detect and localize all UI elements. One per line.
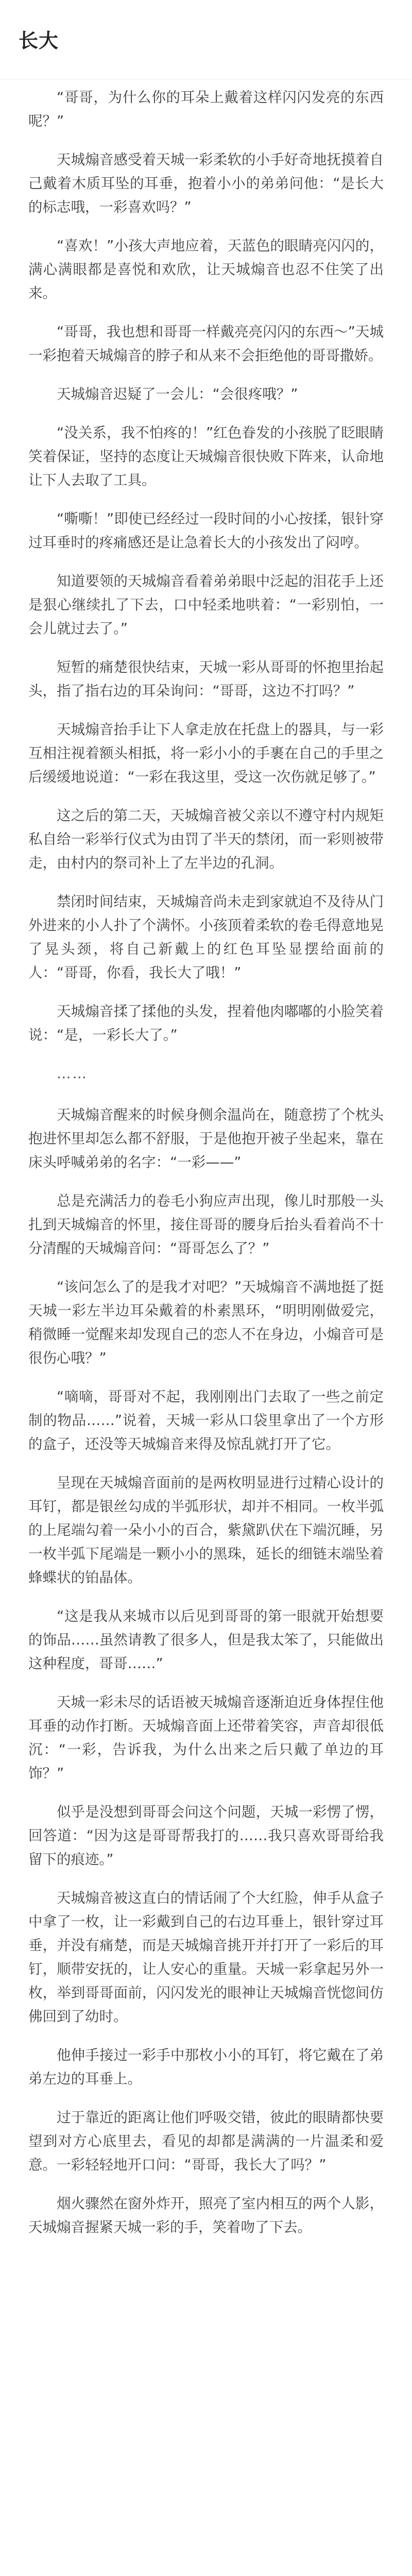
paragraph: 他伸手接过一彩手中那枚小小的耳钉，将它戴在了弟弟左边的耳垂上。 [28, 2047, 384, 2087]
section-separator: …… [57, 1065, 88, 1082]
paragraph: “该问怎么了的是我才对吧？”天城煽音不满地挺了挺天城一彩左半边耳朵戴着的朴素黑环，“明明刚做爱完，稍微睡一觉醒来却发现自己的恋人不在身边，小煽音可是很伤心哦？” [28, 1279, 384, 1366]
paragraph: 天城煽音抬手让下人拿走放在托盘上的器具，与一彩互相注视着额头相抵，将一彩小小的手裹在自己的手里之后缓缓地说道：“一彩在我这里，受这一次伤就足够了。” [28, 721, 384, 785]
story-content [28, 86, 384, 2576]
page-title: 长大 [19, 29, 59, 52]
paragraph: “嘀嘀，哥哥对不起，我刚刚出门去取了一些之前定制的物品……”说着，天城一彩从口袋里拿出了一个方形的盒子，还没等天城煽音来得及惊乱就打开了它。 [28, 1388, 384, 1452]
paragraph: “喜欢！”小孩大声地应着，天蓝色的眼睛亮闪闪的，满心满眼都是喜悦和欢欣，让天城煽音也忍不住笑了出来。 [28, 238, 384, 301]
paragraph: “这是我从来城市以后见到哥哥的第一眼就开始想要的饰品……虽然请教了很多人，但是我太笨了，只能做出这种程度，哥哥……” [28, 1608, 384, 1672]
paragraph: 天城煽音感受着天城一彩柔软的小手好奇地抚摸着自己戴着木质耳坠的耳垂，抱着小小的弟弟问他：“是长大的标志哦，一彩喜欢吗？” [28, 151, 384, 215]
paragraph: 天城一彩未尽的话语被天城煽音逐渐迫近身体捏住他耳垂的动作打断。天城煽音面上还带着笑容，声音却很低沉：“一彩，告诉我，为什么出来之后只戴了单边的耳饰？” [28, 1694, 384, 1782]
paragraph: 呈现在天城煽音面前的是两枚明显进行过精心设计的耳钉，都是银丝勾成的半弧形状，却并不相同。一枚半弧的上尾端勾着一朵小小的百合，紫黛趴伏在下端沉睡，另一枚半弧下尾端是一颗小小的黑珠，延长的细链末端坠着蜂蝶状的铂晶体。 [28, 1475, 384, 1586]
paragraph: 禁闭时间结束，天城煽音尚未走到家就迫不及待从门外进来的小人扑了个满怀。小孩顶着柔软的卷毛得意地晃了晃头颈，将自己新戴上的红色耳坠显摆给面前的人：“哥哥，你看，我长大了哦！” [28, 893, 384, 981]
paragraph: “嘶嘶！”即使已经经过一段时间的小心按揉，银针穿过耳垂时的疼痛感还是让急着长大的小孩发出了闷哼。 [28, 511, 384, 551]
paragraph: 天城煽音醒来的时候身侧余温尚在，随意捞了个枕头抱进怀里却怎么都不舒服，于是他抱开被子坐起来，靠在床头呼喊弟弟的名字：“一彩——” [28, 1107, 384, 1171]
paragraph: 天城煽音被这直白的情话闹了个大红脸，伸手从盒子中拿了一枚，让一彩戴到自己的右边耳垂上，银针穿过耳垂，并没有痛楚，而是天城煽音挑开并打开了一彩后的耳钉，顺带安抚的，让人安心的重量。天城一彩拿起另外一枚，举到哥哥面前，闪闪发光的眼神让天城煽音恍惚间仿佛回到了幼时。 [28, 1890, 384, 2025]
paragraph: “没关系，我不怕疼的！”红色眷发的小孩脱了眨眼睛笑着保证，坚持的态度让天城煽音很快败下阵来，认命地让下人去取了工具。 [28, 425, 384, 488]
paragraph: 过于靠近的距离让他们呼吸交错，彼此的眼睛都快要望到对方心底里去，看见的却都是满满的一片温柔和爱意。一彩轻轻地开口问：“哥哥，我长大了吗？” [28, 2109, 384, 2173]
paragraph: “哥哥，我也想和哥哥一样戴亮亮闪闪的东西～”天城一彩抱着天城煽音的脖子和从来不会拒绝他的哥哥撒娇。 [28, 324, 384, 364]
paragraph: 短暂的痛楚很快结束，天城一彩从哥哥的怀抱里抬起头，指了指右边的耳朵询问：“哥哥，这边不打吗？” [28, 659, 384, 699]
paragraph: 天城煽音迟疑了一会儿：“会很疼哦？” [57, 386, 298, 402]
page-header [0, 0, 412, 79]
paragraph: “哥哥，为什么你的耳朵上戴着这样闪闪发亮的东西呢？” [28, 89, 384, 129]
paragraph: 似乎是没想到哥哥会问这个问题，天城一彩愣了愣，回答道：“因为这是哥哥帮我打的……我只喜欢哥哥给我留下的痕迹。” [28, 1804, 384, 1868]
paragraph: 天城煽音揉了揉他的头发，捏着他肉嘟嘟的小脸笑着说：“是，一彩长大了。” [28, 1003, 384, 1043]
paragraph: 烟火骤然在窗外炸开，照亮了室内相互的两个人影，天城煽音握紧天城一彩的手，笑着吻了下去。 [28, 2195, 384, 2235]
paragraph: 知道要领的天城煽音看着弟弟眼中泛起的泪花手上还是狠心继续扎了下去，口中轻柔地哄着：“一彩别怕，一会儿就过去了。” [28, 573, 384, 637]
paragraph: 总是充满活力的卷毛小狗应声出现，像儿时那般一头扎到天城煽音的怀里，接住哥哥的腰身后抬头看着尚不十分清醒的天城煽音问：“哥哥怎么了？” [28, 1193, 384, 1257]
paragraph: 这之后的第二天，天城煽音被父亲以不遵守村内规矩私自给一彩举行仪式为由罚了半天的禁闭，而一彩则被带走，由村内的祭司补上了左半边的孔洞。 [28, 807, 384, 871]
